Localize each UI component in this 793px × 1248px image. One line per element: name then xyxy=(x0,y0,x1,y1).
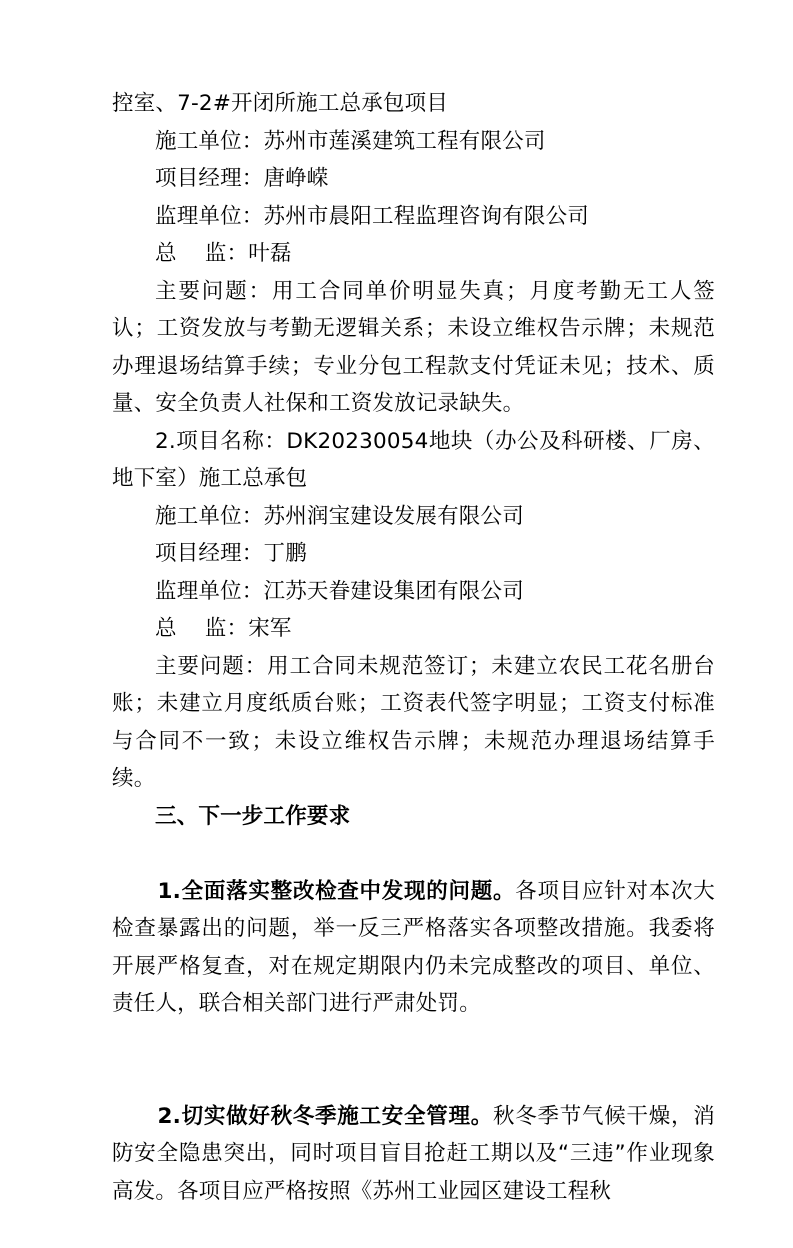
paragraph-construction-unit-2: 施工单位：苏州润宝建设发展有限公司 xyxy=(155,503,524,529)
paragraph-main-issues-1: 主要问题：用工合同单价明显失真；月度考勤无工人签认；工资发放与考勤无逻辑关系；未设立维权告示牌；未规范办理退场结算手续；专业分包工程款支付凭证未见；技术、质量、安全负责人社保和工资发放记录缺失。 xyxy=(112,278,715,416)
requirement-2-lead: 2.切实做好秋冬季施工安全管理。 xyxy=(157,1103,494,1129)
paragraph-project-manager-2: 项目经理：丁鹏 xyxy=(155,541,307,566)
paragraph-project-manager-1: 项目经理：唐峥嵘 xyxy=(155,166,329,191)
paragraph-supervision-unit-1: 监理单位：苏州市晨阳工程监理咨询有限公司 xyxy=(155,203,590,229)
paragraph-construction-unit-1: 施工单位：苏州市莲溪建筑工程有限公司 xyxy=(155,128,546,154)
paragraph-project1-title-cont: 控室、7-2#开闭所施工总承包项目 xyxy=(112,91,449,116)
paragraph-requirement-1 xyxy=(112,835,715,1060)
paragraph-chief-supervisor-2: 总 监：宋军 xyxy=(155,616,292,641)
paragraph-main-issues-2: 主要问题：用工合同未规范签订；未建立农民工花名册台账；未建立月度纸质台账；工资表代签字明显；工资支付标准与合同不一致；未设立维权告示牌；未规范办理退场结算手续。 xyxy=(112,653,715,791)
section-heading-next-steps: 三、下一步工作要求 xyxy=(155,803,351,829)
document-body xyxy=(112,85,715,1248)
requirement-1-lead: 1.全面落实整改检查中发现的问题。 xyxy=(157,878,516,904)
paragraph-supervision-unit-2: 监理单位：江苏天眷建设集团有限公司 xyxy=(155,578,524,604)
requirement-2-text: 秋冬季节气候干燥，消防安全隐患突出，同时项目盲目抢赶工期以及“三违”作业现象高发。各项目应严格按照《苏州工业园区建设工程秋 xyxy=(112,1103,715,1204)
paragraph-project2-name: 2.项目名称：DK20230054地块（办公及科研楼、厂房、地下室）施工总承包 xyxy=(112,428,715,491)
paragraph-chief-supervisor-1: 总 监：叶磊 xyxy=(155,241,292,266)
requirement-1-text: 各项目应针对本次大检查暴露出的问题，举一反三严格落实各项整改措施。我委将开展严格复查，对在规定期限内仍未完成整改的项目、单位、责任人，联合相关部门进行严肃处罚。 xyxy=(112,878,715,1016)
paragraph-requirement-2 xyxy=(112,1060,715,1248)
